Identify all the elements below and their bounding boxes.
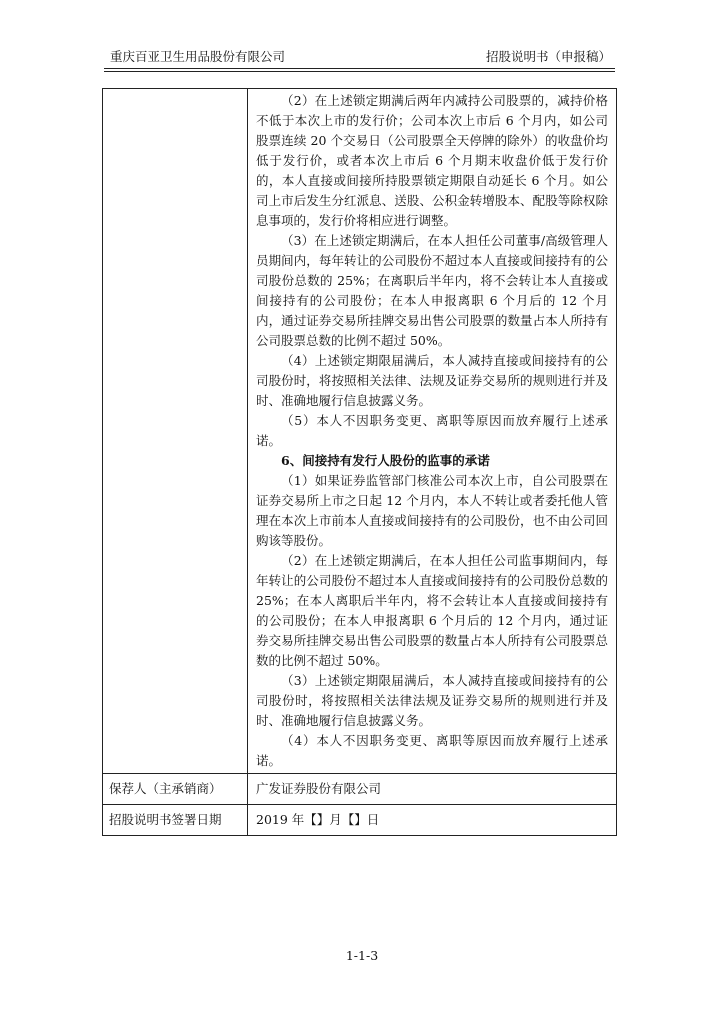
commitment-paragraph: （5）本人不因职务变更、离职等原因而放弃履行上述承诺。	[256, 413, 608, 448]
sign-date-row	[103, 805, 617, 836]
commitment-paragraph: （3）在上述锁定期满后，在本人担任公司董事/高级管理人员期间内，每年转让的公司股份不超过本人直接或间接持有的公司股份总数的 25%；在离职后半年内，将不会转让本人直接或间接持有的公司股份；在本人申报离职 6 个月后的 12 个月内，通过证券交易所挂牌交易出售公司股票的数量占本人所持有公司股票总数的比例不超过 50%。	[256, 233, 608, 348]
commitment-paragraph: （4）本人不因职务变更、离职等原因而放弃履行上述承诺。	[256, 733, 608, 768]
header-company-name: 重庆百亚卫生用品股份有限公司	[110, 49, 286, 64]
section-6-title: 6、间接持有发行人股份的监事的承诺	[281, 453, 490, 468]
commitment-paragraph: （3）上述锁定期限届满后，本人减持直接或间接持有的公司股份时，将按照相关法律法规及证券交易所的规则进行并及时、准确地履行信息披露义务。	[256, 673, 608, 728]
info-table	[102, 88, 617, 836]
header-rule-secondary	[104, 71, 615, 72]
commitment-paragraph: （4）上述锁定期限届满后，本人减持直接或间接持有的公司股份时，将按照相关法律、法规及证券交易所的规则进行并及时、准确地履行信息披露义务。	[256, 353, 608, 408]
sponsor-row	[103, 774, 617, 805]
commitments-label-cell	[103, 89, 248, 774]
sign-date-value: 2019 年【】月【】日	[248, 805, 617, 836]
commitments-content-cell	[248, 89, 617, 774]
header-rule	[104, 68, 615, 69]
commitment-paragraph: （1）如果证券监管部门核准公司本次上市，自公司股票在证券交易所上市之日起 12 个月内，本人不转让或者委托他人管理在本次上市前本人直接或间接持有的公司股份，也不由公司回购该等股份。	[256, 473, 608, 548]
sign-date-label: 招股说明书签署日期	[103, 805, 248, 836]
header-document-title: 招股说明书（申报稿）	[485, 49, 611, 64]
sponsor-label: 保荐人（主承销商）	[103, 774, 248, 805]
sponsor-value: 广发证券股份有限公司	[248, 774, 617, 805]
commitments-row	[103, 89, 617, 774]
commitment-paragraph: （2）在上述锁定期满后两年内减持公司股票的，减持价格不低于本次上市的发行价；公司本次上市后 6 个月内，如公司股票连续 20 个交易日（公司股票全天停牌的除外）的收盘价均低于发行价，或者本次上市后 6 个月期末收盘价低于发行价的，本人直接或间接所持股票锁定期限自动延长 6 个月。如公司上市后发生分红派息、送股、公积金转增股本、配股等除权除息事项的，发行价将相应进行调整。	[256, 93, 608, 228]
commitment-paragraph: （2）在上述锁定期满后，在本人担任公司监事期间内，每年转让的公司股份不超过本人直接或间接持有的公司股份总数的 25%；在本人离职后半年内，将不会转让本人直接或间接持有的公司股份；在本人申报离职 6 个月后的 12 个月内，通过证券交易所挂牌交易出售公司股票的数量占本人所持有公司股票总数的比例不超过 50%。	[256, 553, 608, 668]
page-number: 1-1-3	[345, 948, 379, 963]
